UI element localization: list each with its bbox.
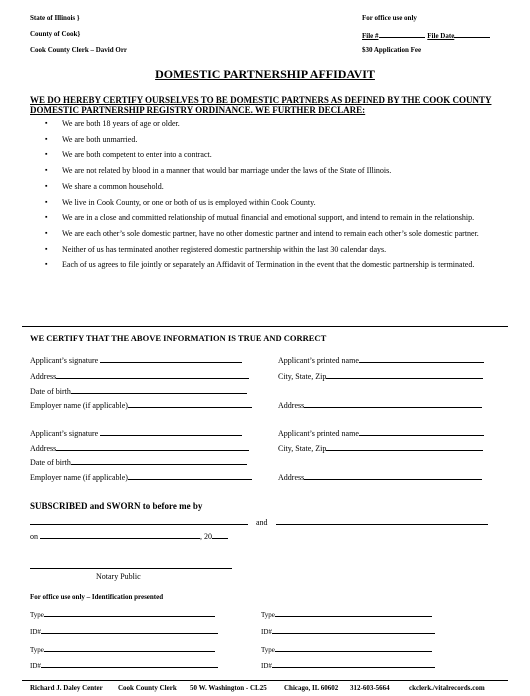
declaration-text: We are in a close and committed relationship of mutual financial and emotional support, and intend to remain in the relationship. [62,213,475,223]
bullet-icon: ▪ [45,197,48,206]
declaration-text: We are not related by blood in a manner that would bar marriage under the laws of the State of Illinois. [62,166,392,176]
file-number-field[interactable] [362,30,490,40]
declaration-item [30,179,500,195]
sworn-date-field[interactable]: on , 20 [30,531,228,541]
declaration-text: We are both unmarried. [62,134,138,144]
applicant1-printed-name-field[interactable]: Applicant’s printed name [278,355,484,365]
file-number-label: File # [362,32,379,40]
declaration-text: We are both competent to enter into a contract. [62,150,212,160]
applicant1-employer-address-field[interactable]: Address [278,400,482,410]
notary-signature-line[interactable] [30,568,232,569]
declaration-text: Neither of us has terminated another registered domestic partnership within the last 30 calendar days. [62,244,387,254]
footer-address: 50 W. Washington - CL25 [190,684,267,692]
fee-label: $30 Application Fee [362,46,422,54]
applicant2-address-field[interactable]: Address [30,443,249,453]
declaration-text: We live in Cook County, or one or both of us is employed within Cook County. [62,197,316,207]
bullet-icon: ▪ [45,260,48,269]
declaration-item [30,195,500,211]
applicant1-city-field[interactable]: City, State, Zip [278,371,483,381]
id3-type-field[interactable]: Type [30,644,215,654]
divider [22,326,508,327]
page-title: DOMESTIC PARTNERSHIP AFFIDAVIT [155,67,375,81]
applicant1-signature-field[interactable]: Applicant’s signature [30,355,242,365]
id4-type-field[interactable]: Type [261,644,432,654]
declaration-text: We are each other’s sole domestic partner, have no other domestic partner and intend to remain each other’s sole domestic partner. [62,228,479,238]
footer-city: Chicago, IL 60602 [284,684,339,692]
applicant2-signature-field[interactable]: Applicant’s signature [30,428,242,438]
bullet-icon: ▪ [45,150,48,159]
bullet-icon: ▪ [45,228,48,237]
applicant2-employer-field[interactable]: Employer name (if applicable) [30,472,252,482]
declaration-item [30,242,500,258]
declaration-text: We are both 18 years of age or older. [62,119,180,128]
office-id-heading: For office use only – Identification presented [30,593,164,601]
footer-phone: 312-603-5664 [350,684,390,692]
id2-number-field[interactable]: ID# [261,626,435,636]
footer-center: Richard J. Daley Center [30,684,103,692]
declaration-text: Each of us agrees to file jointly or separately an Affidavit of Termination in the event that the domestic partnership is terminated. [62,260,475,270]
declaration-item [30,210,500,226]
declarations-list [30,116,500,273]
footer-divider [22,680,508,681]
applicant1-employer-field[interactable]: Employer name (if applicable) [30,400,252,410]
county-label: County of Cook} [30,30,81,38]
declaration-item [30,163,500,179]
declaration-item [30,147,500,163]
applicant2-city-field[interactable]: City, State, Zip [278,443,483,453]
declaration-item [30,257,500,273]
applicant1-address-field[interactable]: Address [30,371,249,381]
applicant1-dob-field[interactable]: Date of birth [30,386,247,396]
office-use-label: For office use only [362,14,417,22]
footer-clerk: Cook County Clerk [118,684,177,692]
bullet-icon: ▪ [45,134,48,143]
state-label: State of Illinois } [30,14,80,22]
id1-number-field[interactable]: ID# [30,626,218,636]
bullet-icon: ▪ [45,119,48,127]
applicant2-dob-field[interactable]: Date of birth [30,457,247,467]
file-date-label: File Date [427,32,455,40]
notary-label: Notary Public [96,572,141,581]
clerk-label: Cook County Clerk – David Orr [30,46,128,54]
bullet-icon: ▪ [45,181,48,190]
applicant2-printed-name-field[interactable]: Applicant’s printed name [278,428,484,438]
id4-number-field[interactable]: ID# [261,660,435,670]
declaration-item [30,132,500,148]
certify-true-heading: WE CERTIFY THAT THE ABOVE INFORMATION IS TRUE AND CORRECT [30,333,327,343]
declaration-text: We share a common household. [62,181,164,191]
bullet-icon: ▪ [45,166,48,175]
certify-heading: WE DO HEREBY CERTIFY OURSELVES TO BE DOMESTIC PARTNERS AS DEFINED BY THE COOK COUNTY DOMESTIC PARTNERSHIP REGISTRY ORDINANCE. WE FURTHER DECLARE: [30,95,492,115]
bullet-icon: ▪ [45,244,48,253]
declaration-item [30,226,500,242]
applicant2-employer-address-field[interactable]: Address [278,472,482,482]
sworn-heading: SUBSCRIBED and SWORN to before me by [30,501,203,511]
id3-number-field[interactable]: ID# [30,660,218,670]
declaration-item [30,116,500,132]
footer-web: ckclerk./vitalrecords.com [409,684,485,692]
bullet-icon: ▪ [45,213,48,222]
sworn-names-field[interactable]: and [30,517,488,527]
id1-type-field[interactable]: Type [30,609,215,619]
id2-type-field[interactable]: Type [261,609,432,619]
